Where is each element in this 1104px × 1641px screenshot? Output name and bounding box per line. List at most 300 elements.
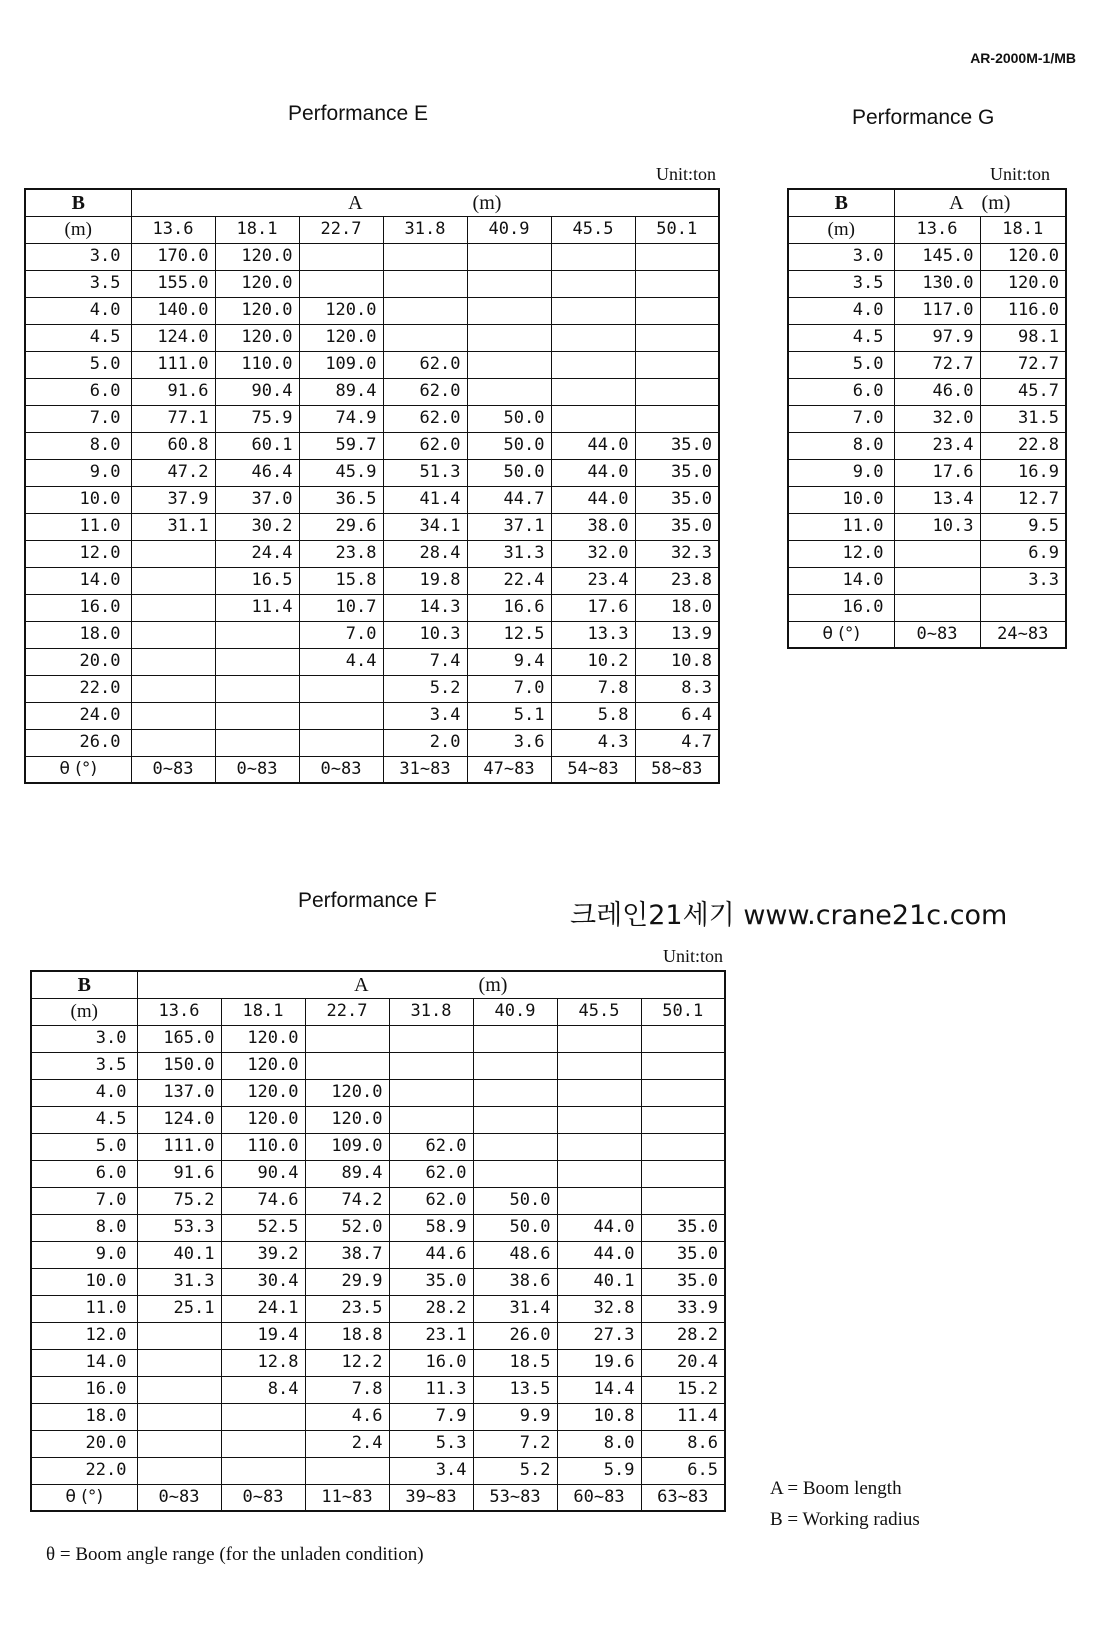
- table-row: [31, 1430, 725, 1457]
- capacity-cell: [641, 1106, 725, 1133]
- capacity-cell: [131, 675, 215, 702]
- boom-angle-range-cell: 63~83: [641, 1484, 725, 1511]
- capacity-cell: 17.6: [551, 594, 635, 621]
- boom-length-header: 50.1: [635, 216, 719, 243]
- working-radius-cell: 14.0: [25, 567, 131, 594]
- capacity-cell: 23.5: [305, 1295, 389, 1322]
- capacity-cell: 10.3: [894, 513, 980, 540]
- document-id: AR-2000M-1/MB: [970, 50, 1076, 66]
- boom-length-header: 40.9: [473, 998, 557, 1025]
- capacity-cell: [467, 378, 551, 405]
- capacity-cell: [305, 1025, 389, 1052]
- legend: [770, 1473, 920, 1535]
- table-row: [31, 1106, 725, 1133]
- capacity-cell: 13.5: [473, 1376, 557, 1403]
- capacity-cell: [137, 1430, 221, 1457]
- working-radius-cell: 9.0: [788, 459, 894, 486]
- capacity-cell: [641, 1160, 725, 1187]
- capacity-cell: [635, 324, 719, 351]
- capacity-cell: 62.0: [389, 1133, 473, 1160]
- capacity-cell: [551, 243, 635, 270]
- boom-angle-label: θ (°): [25, 756, 131, 783]
- table-row: [25, 540, 719, 567]
- working-radius-cell: 22.0: [31, 1457, 137, 1484]
- capacity-cell: 60.8: [131, 432, 215, 459]
- capacity-cell: [389, 1025, 473, 1052]
- capacity-cell: 13.4: [894, 486, 980, 513]
- capacity-cell: 4.3: [551, 729, 635, 756]
- working-radius-cell: 12.0: [25, 540, 131, 567]
- capacity-cell: 62.0: [383, 378, 467, 405]
- capacity-cell: [557, 1079, 641, 1106]
- capacity-cell: 44.0: [551, 432, 635, 459]
- capacity-cell: 170.0: [131, 243, 215, 270]
- capacity-cell: 39.2: [221, 1241, 305, 1268]
- capacity-cell: 75.9: [215, 405, 299, 432]
- capacity-cell: 120.0: [299, 297, 383, 324]
- boom-length-header: 22.7: [305, 998, 389, 1025]
- capacity-cell: 23.1: [389, 1322, 473, 1349]
- working-radius-cell: 16.0: [25, 594, 131, 621]
- working-radius-cell: 5.0: [31, 1133, 137, 1160]
- boom-length-header: 18.1: [980, 216, 1066, 243]
- capacity-cell: 11.3: [389, 1376, 473, 1403]
- boom-length-header: 45.5: [551, 216, 635, 243]
- capacity-cell: 44.0: [557, 1241, 641, 1268]
- capacity-cell: 53.3: [137, 1214, 221, 1241]
- capacity-cell: 31.1: [131, 513, 215, 540]
- capacity-cell: [980, 594, 1066, 621]
- capacity-cell: 2.0: [383, 729, 467, 756]
- capacity-cell: 10.8: [635, 648, 719, 675]
- boom-length-header: 13.6: [131, 216, 215, 243]
- capacity-cell: 7.0: [299, 621, 383, 648]
- header-a-label: A: [348, 191, 363, 214]
- table-row: [25, 405, 719, 432]
- capacity-cell: 22.4: [467, 567, 551, 594]
- capacity-cell: 50.0: [473, 1214, 557, 1241]
- capacity-cell: 4.4: [299, 648, 383, 675]
- working-radius-cell: 4.5: [788, 324, 894, 351]
- capacity-cell: 22.8: [980, 432, 1066, 459]
- working-radius-cell: 12.0: [788, 540, 894, 567]
- capacity-cell: [131, 729, 215, 756]
- table-row: [25, 567, 719, 594]
- capacity-cell: 9.5: [980, 513, 1066, 540]
- capacity-cell: 120.0: [305, 1106, 389, 1133]
- capacity-cell: [215, 702, 299, 729]
- capacity-cell: 91.6: [131, 378, 215, 405]
- capacity-cell: 120.0: [305, 1079, 389, 1106]
- capacity-cell: [641, 1187, 725, 1214]
- working-radius-cell: 4.5: [31, 1106, 137, 1133]
- capacity-cell: 12.5: [467, 621, 551, 648]
- table-row: [25, 297, 719, 324]
- working-radius-cell: 5.0: [25, 351, 131, 378]
- capacity-cell: 19.8: [383, 567, 467, 594]
- capacity-cell: [215, 648, 299, 675]
- table-row: [25, 243, 719, 270]
- capacity-cell: 11.4: [641, 1403, 725, 1430]
- capacity-cell: 12.8: [221, 1349, 305, 1376]
- capacity-cell: 72.7: [980, 351, 1066, 378]
- table-row: [25, 378, 719, 405]
- table-row: [31, 1025, 725, 1052]
- capacity-cell: 145.0: [894, 243, 980, 270]
- capacity-cell: [473, 1052, 557, 1079]
- capacity-cell: 6.9: [980, 540, 1066, 567]
- boom-length-header: 50.1: [641, 998, 725, 1025]
- capacity-cell: 155.0: [131, 270, 215, 297]
- capacity-cell: 3.4: [383, 702, 467, 729]
- table-row: [25, 729, 719, 756]
- capacity-cell: [383, 270, 467, 297]
- capacity-cell: [137, 1457, 221, 1484]
- working-radius-cell: 8.0: [31, 1214, 137, 1241]
- capacity-cell: 15.8: [299, 567, 383, 594]
- capacity-cell: 120.0: [221, 1079, 305, 1106]
- table-row: [25, 621, 719, 648]
- capacity-cell: 110.0: [221, 1133, 305, 1160]
- capacity-cell: 28.2: [641, 1322, 725, 1349]
- table-row: [788, 324, 1066, 351]
- table-row: [31, 1079, 725, 1106]
- table-row: [25, 648, 719, 675]
- capacity-cell: 13.3: [551, 621, 635, 648]
- capacity-cell: 50.0: [467, 432, 551, 459]
- working-radius-cell: 9.0: [25, 459, 131, 486]
- table-row: [31, 1349, 725, 1376]
- capacity-cell: [131, 621, 215, 648]
- table-row: [31, 1268, 725, 1295]
- capacity-cell: 38.6: [473, 1268, 557, 1295]
- boom-angle-range-cell: 39~83: [389, 1484, 473, 1511]
- capacity-cell: 7.2: [473, 1430, 557, 1457]
- boom-length-header: 40.9: [467, 216, 551, 243]
- capacity-cell: [641, 1079, 725, 1106]
- capacity-cell: 120.0: [980, 270, 1066, 297]
- boom-angle-range-cell: 0~83: [299, 756, 383, 783]
- capacity-cell: 50.0: [467, 459, 551, 486]
- capacity-cell: 62.0: [383, 405, 467, 432]
- working-radius-cell: 6.0: [25, 378, 131, 405]
- capacity-cell: [389, 1106, 473, 1133]
- capacity-cell: 11.4: [215, 594, 299, 621]
- capacity-cell: 116.0: [980, 297, 1066, 324]
- table-row: [25, 702, 719, 729]
- capacity-cell: 16.6: [467, 594, 551, 621]
- header-a-unit: (m): [981, 191, 1011, 214]
- capacity-cell: 9.4: [467, 648, 551, 675]
- capacity-cell: 45.7: [980, 378, 1066, 405]
- capacity-cell: 32.0: [551, 540, 635, 567]
- capacity-cell: [557, 1025, 641, 1052]
- capacity-cell: 124.0: [131, 324, 215, 351]
- boom-length-header: 22.7: [299, 216, 383, 243]
- capacity-cell: 130.0: [894, 270, 980, 297]
- capacity-cell: 18.8: [305, 1322, 389, 1349]
- capacity-cell: [473, 1106, 557, 1133]
- capacity-cell: 3.6: [467, 729, 551, 756]
- capacity-cell: 62.0: [389, 1187, 473, 1214]
- capacity-cell: [137, 1322, 221, 1349]
- working-radius-cell: 20.0: [31, 1430, 137, 1457]
- table-row: [788, 594, 1066, 621]
- capacity-cell: [383, 297, 467, 324]
- capacity-cell: 38.0: [551, 513, 635, 540]
- table-row: [788, 432, 1066, 459]
- capacity-cell: 8.0: [557, 1430, 641, 1457]
- working-radius-cell: 11.0: [31, 1295, 137, 1322]
- capacity-cell: [467, 297, 551, 324]
- capacity-cell: [299, 270, 383, 297]
- table-row: [25, 459, 719, 486]
- capacity-cell: 50.0: [473, 1187, 557, 1214]
- working-radius-cell: 16.0: [31, 1376, 137, 1403]
- capacity-cell: 32.3: [635, 540, 719, 567]
- boom-angle-range-cell: 0~83: [221, 1484, 305, 1511]
- capacity-cell: 75.2: [137, 1187, 221, 1214]
- capacity-cell: 12.7: [980, 486, 1066, 513]
- capacity-cell: 74.9: [299, 405, 383, 432]
- table-row: [788, 513, 1066, 540]
- table-row: [788, 405, 1066, 432]
- capacity-cell: 28.4: [383, 540, 467, 567]
- table-row: [31, 1376, 725, 1403]
- capacity-cell: 23.8: [299, 540, 383, 567]
- capacity-cell: 35.0: [641, 1214, 725, 1241]
- table-row: [31, 1322, 725, 1349]
- capacity-cell: 14.3: [383, 594, 467, 621]
- capacity-cell: [551, 270, 635, 297]
- performance-g-title: Performance G: [852, 106, 995, 129]
- working-radius-cell: 9.0: [31, 1241, 137, 1268]
- capacity-cell: 120.0: [215, 297, 299, 324]
- capacity-cell: 16.5: [215, 567, 299, 594]
- working-radius-cell: 7.0: [31, 1187, 137, 1214]
- capacity-cell: [299, 702, 383, 729]
- capacity-cell: [131, 648, 215, 675]
- working-radius-cell: 3.0: [788, 243, 894, 270]
- capacity-cell: 120.0: [215, 324, 299, 351]
- capacity-cell: 90.4: [221, 1160, 305, 1187]
- table-row: [25, 432, 719, 459]
- capacity-cell: 12.2: [305, 1349, 389, 1376]
- capacity-cell: [389, 1079, 473, 1106]
- working-radius-cell: 20.0: [25, 648, 131, 675]
- performance-f-unit: Unit:ton: [663, 946, 724, 966]
- capacity-cell: 5.2: [383, 675, 467, 702]
- table-row: [31, 1187, 725, 1214]
- capacity-cell: 117.0: [894, 297, 980, 324]
- header-b-unit: (m): [25, 216, 131, 243]
- capacity-cell: 36.5: [299, 486, 383, 513]
- capacity-cell: 5.9: [557, 1457, 641, 1484]
- table-row: [788, 351, 1066, 378]
- header-a-unit: (m): [478, 973, 508, 996]
- capacity-cell: 26.0: [473, 1322, 557, 1349]
- capacity-cell: [473, 1160, 557, 1187]
- capacity-cell: [635, 405, 719, 432]
- capacity-cell: 72.7: [894, 351, 980, 378]
- capacity-cell: 24.1: [221, 1295, 305, 1322]
- working-radius-cell: 26.0: [25, 729, 131, 756]
- capacity-cell: [473, 1025, 557, 1052]
- capacity-cell: [557, 1133, 641, 1160]
- capacity-cell: 140.0: [131, 297, 215, 324]
- capacity-cell: 5.8: [551, 702, 635, 729]
- capacity-cell: [557, 1052, 641, 1079]
- working-radius-cell: 3.5: [31, 1052, 137, 1079]
- working-radius-cell: 8.0: [25, 432, 131, 459]
- capacity-cell: [221, 1430, 305, 1457]
- watermark-text: 크레인21세기 www.crane21c.com: [570, 900, 1008, 931]
- capacity-cell: 52.5: [221, 1214, 305, 1241]
- boom-angle-range-cell: 24~83: [980, 621, 1066, 648]
- capacity-cell: 44.0: [551, 486, 635, 513]
- capacity-cell: 18.5: [473, 1349, 557, 1376]
- capacity-cell: [635, 270, 719, 297]
- capacity-cell: 15.2: [641, 1376, 725, 1403]
- capacity-cell: 137.0: [137, 1079, 221, 1106]
- footnote-boom-angle: θ = Boom angle range (for the unladen condition): [46, 1544, 424, 1565]
- capacity-cell: 5.1: [467, 702, 551, 729]
- capacity-cell: 91.6: [137, 1160, 221, 1187]
- capacity-cell: [473, 1079, 557, 1106]
- working-radius-cell: 7.0: [25, 405, 131, 432]
- capacity-cell: [131, 540, 215, 567]
- capacity-cell: [305, 1052, 389, 1079]
- performance-f-title: Performance F: [298, 889, 437, 912]
- capacity-cell: [131, 567, 215, 594]
- capacity-cell: 23.4: [894, 432, 980, 459]
- capacity-cell: [299, 675, 383, 702]
- capacity-cell: [641, 1025, 725, 1052]
- header-b: B: [31, 971, 137, 998]
- capacity-cell: 40.1: [557, 1268, 641, 1295]
- header-b: B: [788, 189, 894, 216]
- capacity-cell: [221, 1457, 305, 1484]
- table-row: [788, 459, 1066, 486]
- capacity-cell: 120.0: [221, 1106, 305, 1133]
- working-radius-cell: 3.0: [31, 1025, 137, 1052]
- working-radius-cell: 11.0: [788, 513, 894, 540]
- working-radius-cell: 14.0: [788, 567, 894, 594]
- capacity-cell: 10.7: [299, 594, 383, 621]
- table-row: [31, 1295, 725, 1322]
- header-a-label: A: [354, 973, 369, 996]
- capacity-cell: 89.4: [305, 1160, 389, 1187]
- capacity-cell: 20.4: [641, 1349, 725, 1376]
- capacity-cell: 38.7: [305, 1241, 389, 1268]
- table-row: [25, 324, 719, 351]
- capacity-cell: 18.0: [635, 594, 719, 621]
- table-row: [25, 351, 719, 378]
- working-radius-cell: 7.0: [788, 405, 894, 432]
- capacity-cell: 89.4: [299, 378, 383, 405]
- table-row: [31, 1457, 725, 1484]
- capacity-cell: 7.8: [551, 675, 635, 702]
- table-row: [788, 378, 1066, 405]
- capacity-cell: [137, 1349, 221, 1376]
- capacity-cell: 32.8: [557, 1295, 641, 1322]
- capacity-cell: 51.3: [383, 459, 467, 486]
- capacity-cell: [641, 1052, 725, 1079]
- boom-angle-range-cell: 58~83: [635, 756, 719, 783]
- capacity-cell: 41.4: [383, 486, 467, 513]
- capacity-cell: 120.0: [299, 324, 383, 351]
- capacity-cell: 7.0: [467, 675, 551, 702]
- header-a: [137, 971, 725, 998]
- capacity-cell: 74.2: [305, 1187, 389, 1214]
- capacity-cell: 35.0: [389, 1268, 473, 1295]
- capacity-cell: 44.6: [389, 1241, 473, 1268]
- capacity-cell: 44.0: [557, 1214, 641, 1241]
- capacity-cell: 9.9: [473, 1403, 557, 1430]
- capacity-cell: 35.0: [635, 513, 719, 540]
- capacity-cell: 90.4: [215, 378, 299, 405]
- capacity-cell: 46.4: [215, 459, 299, 486]
- boom-angle-range-cell: 53~83: [473, 1484, 557, 1511]
- capacity-cell: 111.0: [137, 1133, 221, 1160]
- table-row: [31, 1133, 725, 1160]
- boom-angle-range-cell: 0~83: [137, 1484, 221, 1511]
- boom-angle-range-cell: 0~83: [131, 756, 215, 783]
- capacity-cell: [551, 297, 635, 324]
- capacity-cell: [557, 1187, 641, 1214]
- capacity-cell: 109.0: [299, 351, 383, 378]
- capacity-cell: 62.0: [389, 1160, 473, 1187]
- capacity-cell: [635, 243, 719, 270]
- capacity-cell: 27.3: [557, 1322, 641, 1349]
- capacity-cell: [137, 1376, 221, 1403]
- performance-g-unit: Unit:ton: [990, 164, 1051, 184]
- capacity-cell: [635, 351, 719, 378]
- capacity-cell: [894, 540, 980, 567]
- header-a: [131, 189, 719, 216]
- capacity-cell: 6.5: [641, 1457, 725, 1484]
- table-row: [25, 270, 719, 297]
- capacity-cell: 2.4: [305, 1430, 389, 1457]
- boom-angle-range-cell: 54~83: [551, 756, 635, 783]
- capacity-cell: 16.0: [389, 1349, 473, 1376]
- capacity-cell: 8.6: [641, 1430, 725, 1457]
- capacity-cell: 120.0: [221, 1052, 305, 1079]
- capacity-cell: [215, 621, 299, 648]
- boom-length-header: 13.6: [894, 216, 980, 243]
- capacity-cell: 7.8: [305, 1376, 389, 1403]
- legend-boom-length: A = Boom length: [770, 1478, 902, 1499]
- capacity-cell: 25.1: [137, 1295, 221, 1322]
- capacity-cell: 47.2: [131, 459, 215, 486]
- working-radius-cell: 10.0: [788, 486, 894, 513]
- capacity-cell: [215, 729, 299, 756]
- table-row: [31, 1403, 725, 1430]
- capacity-cell: [299, 243, 383, 270]
- capacity-cell: 120.0: [215, 270, 299, 297]
- capacity-cell: 23.4: [551, 567, 635, 594]
- boom-length-header: 18.1: [215, 216, 299, 243]
- working-radius-cell: 5.0: [788, 351, 894, 378]
- capacity-cell: [467, 243, 551, 270]
- table-row: [25, 675, 719, 702]
- capacity-cell: 19.4: [221, 1322, 305, 1349]
- capacity-cell: 5.3: [389, 1430, 473, 1457]
- capacity-cell: [221, 1403, 305, 1430]
- capacity-cell: 35.0: [641, 1268, 725, 1295]
- table-row: [31, 1160, 725, 1187]
- capacity-cell: 35.0: [635, 459, 719, 486]
